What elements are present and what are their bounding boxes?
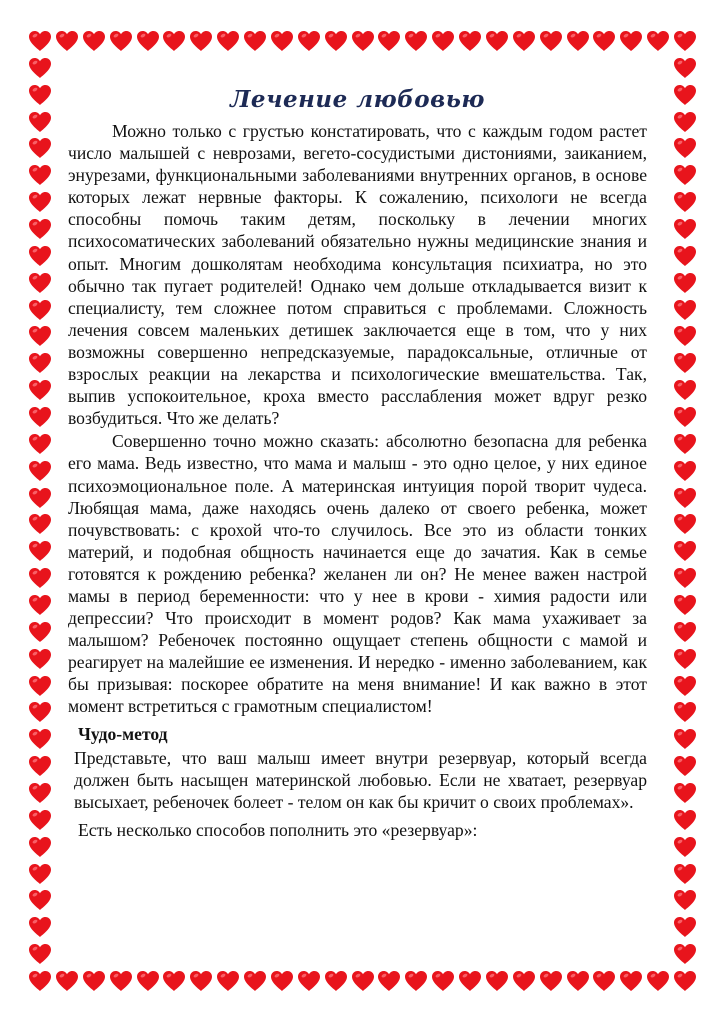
heart-icon — [28, 111, 52, 133]
heart-icon — [673, 30, 697, 52]
heart-icon — [566, 30, 590, 52]
heart-icon — [512, 30, 536, 52]
heart-icon — [243, 970, 267, 992]
heart-icon — [619, 970, 643, 992]
paragraph-1: Можно только с грустью констатировать, что с каждым годом растет число малышей с неврозами, вегето-сосудистыми дистониями, заиканием, энурезами, функциональными заболеваниями внутренних органов, в основе которых лежат нервные факторы. К сожалению, психологи не всегда способны помочь таким детям, поскольку в лечении многих психосоматических заболеваний обязательно нужны медицинские знания и опыт. Многим дошколятам необходима консультация психиатра, но это обычно так пугает родителей! Однако чем дольше откладывается визит к специалисту, тем сложнее потом справиться с проблемами. Сложность лечения совсем маленьких детишек заключается еще в том, что у них возможны совершенно непредсказуемые, парадоксальные, отличные от взрослых реакции на лекарства и психологические вмешательства. Так, выпив успокоительное, кроха вместо расслабления может вдруг резко возбудиться. Что же делать? — [68, 121, 647, 429]
heart-icon — [28, 513, 52, 535]
heart-icon — [28, 433, 52, 455]
heart-icon — [404, 30, 428, 52]
heart-icon — [28, 540, 52, 562]
heart-icon — [55, 30, 79, 52]
heart-icon — [324, 970, 348, 992]
heart-icon — [216, 30, 240, 52]
heart-icon — [673, 916, 697, 938]
heart-icon — [646, 30, 670, 52]
heart-icon — [673, 594, 697, 616]
heart-icon — [324, 30, 348, 52]
heart-icon — [673, 406, 697, 428]
heart-icon — [673, 137, 697, 159]
heart-icon — [28, 863, 52, 885]
paragraph-3: Представьте, что ваш малыш имеет внутри резервуар, который всегда должен быть насыщен материнской любовью. Если не хватает, резервуар высыхает, ребеночек болеет - телом он как бы кричит о своих проблемах». — [74, 747, 647, 812]
heart-icon — [673, 648, 697, 670]
heart-icon — [673, 675, 697, 697]
heart-icon — [673, 970, 697, 992]
heart-icon — [485, 30, 509, 52]
heart-icon — [82, 970, 106, 992]
heart-icon — [539, 30, 563, 52]
heart-icon — [28, 218, 52, 240]
heart-icon — [673, 621, 697, 643]
heart-icon — [28, 701, 52, 723]
heart-icon — [673, 191, 697, 213]
heart-icon — [673, 57, 697, 79]
heart-icon — [28, 889, 52, 911]
heart-icon — [28, 30, 52, 52]
paragraph-2: Совершенно точно можно сказать: абсолютно безопасна для ребенка его мама. Ведь известно, что мама и малыш - это одно целое, у них единое психоэмоциональное поле. А материнская интуиция порой творит чудеса. Любящая мама, даже находясь очень далеко от своего ребенка, может почувствовать: с крохой что-то случилось. Все это из области тонких материй, и подобная общность начинается еще до зачатия. Как в семье готовятся к рождению ребенка? желанен ли он? Не менее важен настрой мамы в период беременности: что у нее в крови - химия радости или депрессии? Что происходит в момент родов? Как мама ухаживает за малышом? Ребеночек постоянно ощущает степень общности с мамой и реагирует на малейшие ее изменения. И нередко - именно заболеванием, как бы призывая: поскорее обратите на меня внимание! И как важно в этот момент встретиться с грамотным специалистом! — [68, 431, 647, 717]
heart-icon — [82, 30, 106, 52]
heart-icon — [28, 137, 52, 159]
heart-icon — [28, 970, 52, 992]
heart-icon — [673, 352, 697, 374]
heart-icon — [28, 379, 52, 401]
heart-icon — [512, 970, 536, 992]
heart-icon — [646, 970, 670, 992]
heart-icon — [673, 164, 697, 186]
heart-icon — [673, 433, 697, 455]
heart-icon — [28, 755, 52, 777]
heart-icon — [109, 30, 133, 52]
heart-icon — [673, 567, 697, 589]
heart-icon — [28, 675, 52, 697]
heart-icon — [673, 460, 697, 482]
heart-icon — [673, 299, 697, 321]
heart-icon — [28, 406, 52, 428]
article-title: Лечение любовью — [230, 86, 485, 113]
heart-icon — [673, 809, 697, 831]
heart-icon — [162, 970, 186, 992]
heart-icon — [404, 970, 428, 992]
heart-icon — [673, 755, 697, 777]
heart-icon — [377, 970, 401, 992]
heart-icon — [28, 594, 52, 616]
heart-icon — [673, 728, 697, 750]
heart-icon — [673, 245, 697, 267]
heart-icon — [592, 30, 616, 52]
heart-icon — [28, 460, 52, 482]
heart-icon — [351, 970, 375, 992]
heart-icon — [136, 30, 160, 52]
heart-icon — [136, 970, 160, 992]
paragraph-4: Есть несколько способов пополнить это «резервуар»: — [78, 819, 478, 840]
heart-icon — [673, 379, 697, 401]
heart-icon — [28, 164, 52, 186]
heart-icon — [431, 30, 455, 52]
heart-icon — [28, 809, 52, 831]
heart-icon — [28, 272, 52, 294]
heart-icon — [351, 30, 375, 52]
heart-icon — [162, 30, 186, 52]
heart-icon — [592, 970, 616, 992]
heart-icon — [297, 970, 321, 992]
heart-icon — [673, 218, 697, 240]
heart-icon — [673, 513, 697, 535]
heart-icon — [28, 57, 52, 79]
heart-icon — [28, 836, 52, 858]
heart-icon — [566, 970, 590, 992]
heart-icon — [673, 863, 697, 885]
heart-icon — [109, 970, 133, 992]
heart-icon — [28, 648, 52, 670]
heart-icon — [28, 191, 52, 213]
heart-icon — [28, 943, 52, 965]
heart-icon — [28, 487, 52, 509]
heart-icon — [673, 540, 697, 562]
heart-icon — [673, 272, 697, 294]
heart-icon — [28, 916, 52, 938]
heart-icon — [619, 30, 643, 52]
heart-icon — [673, 325, 697, 347]
article — [68, 86, 647, 841]
heart-icon — [673, 701, 697, 723]
heart-icon — [297, 30, 321, 52]
heart-icon — [673, 889, 697, 911]
heart-icon — [673, 782, 697, 804]
heart-icon — [673, 836, 697, 858]
heart-icon — [377, 30, 401, 52]
heart-icon — [28, 782, 52, 804]
heart-icon — [673, 943, 697, 965]
heart-icon — [243, 30, 267, 52]
subheading: Чудо-метод — [78, 723, 168, 744]
heart-icon — [28, 621, 52, 643]
heart-icon — [189, 30, 213, 52]
heart-icon — [28, 84, 52, 106]
heart-icon — [673, 84, 697, 106]
heart-icon — [270, 970, 294, 992]
heart-icon — [458, 970, 482, 992]
heart-icon — [28, 567, 52, 589]
heart-icon — [28, 325, 52, 347]
heart-icon — [189, 970, 213, 992]
heart-icon — [28, 299, 52, 321]
heart-icon — [673, 111, 697, 133]
heart-icon — [55, 970, 79, 992]
heart-icon — [458, 30, 482, 52]
heart-icon — [270, 30, 294, 52]
heart-icon — [485, 970, 509, 992]
heart-icon — [28, 728, 52, 750]
heart-icon — [216, 970, 240, 992]
heart-icon — [539, 970, 563, 992]
heart-icon — [431, 970, 455, 992]
heart-icon — [28, 352, 52, 374]
heart-icon — [673, 487, 697, 509]
heart-icon — [28, 245, 52, 267]
